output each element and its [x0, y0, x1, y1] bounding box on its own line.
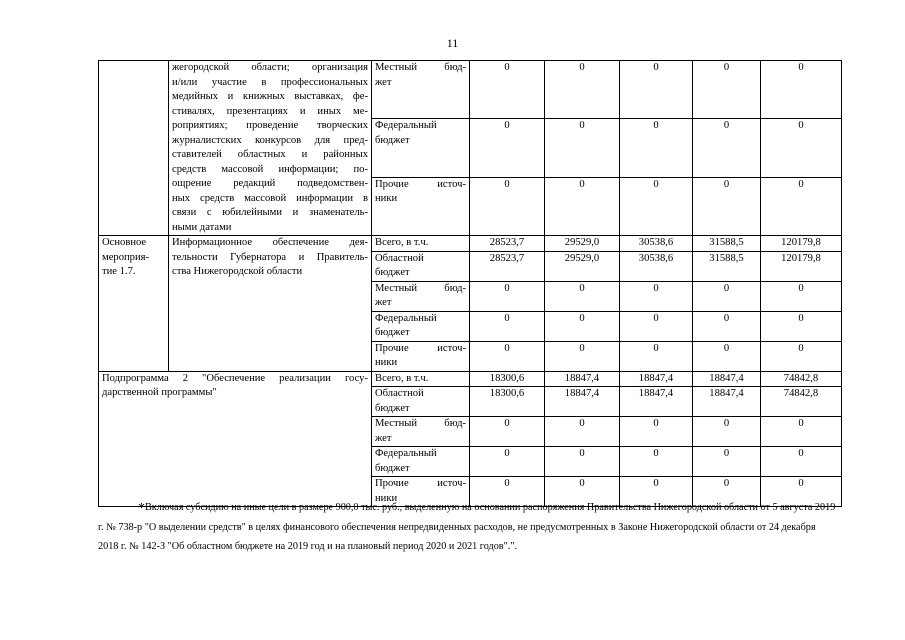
value-cell: 0: [761, 477, 842, 507]
description-cell: [169, 236, 372, 372]
value-cell: 0: [761, 61, 842, 119]
value-cell: 18847,4: [620, 387, 693, 417]
source-label: бюджет: [375, 402, 410, 414]
value-cell: 0: [761, 311, 842, 341]
description-line: ства Нижегородской области: [172, 266, 303, 277]
table-row: [99, 236, 842, 252]
label-cell: [99, 61, 169, 236]
description-line: ощрение редакций подведомствен-: [172, 178, 368, 189]
value-cell: 31588,5: [693, 251, 761, 281]
source-label: Областной: [375, 388, 424, 399]
footnote-text: Включая субсидию на иные цели в размере 900,0 тыс. руб., выделенную на основании распоряжения Правительства Нижегородской области от 5 августа 2019 г. № 738-р "О выделении средств" в целях финансового обеспечения непредвиденных расходов, не предусмотренных в Законе Нижегородской области от 24 декабря 2018 г. № 142-З "Об областном бюджете на 2019 год и на плановый период 2020 и 2021 годов".: [98, 502, 836, 552]
value-cell: 0: [470, 281, 545, 311]
value-cell: 18847,4: [545, 387, 620, 417]
value-cell: 0: [545, 177, 620, 235]
value-cell: 74842,8: [761, 371, 842, 387]
subprogram-title-line: Подпрограмма 2 "Обеспечение реализации госу-: [102, 372, 368, 384]
value-cell: 29529,0: [545, 251, 620, 281]
value-cell: 18847,4: [693, 371, 761, 387]
source-label: Федеральный: [375, 448, 437, 459]
event-label-line: мероприя-: [102, 251, 150, 263]
source-cell: [372, 281, 470, 311]
event-label-line: Основное: [102, 237, 147, 248]
value-cell: 120179,8: [761, 251, 842, 281]
value-cell: 18847,4: [620, 371, 693, 387]
source-label: Всего, в т.ч.: [375, 372, 429, 384]
subprogram-title-cell: [99, 371, 372, 507]
value-cell: 0: [545, 417, 620, 447]
subprogram-title-line: дарственной программы": [102, 387, 217, 398]
value-cell: 0: [761, 119, 842, 177]
footnote: [98, 498, 838, 557]
event-label-cell: [99, 236, 169, 372]
value-cell: 0: [545, 341, 620, 371]
description-line: роприятиях; проведение творческих: [172, 120, 368, 131]
value-cell: 0: [470, 177, 545, 235]
description-line: тельности Губернатора и Правитель-: [172, 251, 368, 263]
value-cell: 0: [470, 341, 545, 371]
value-cell: 0: [470, 447, 545, 477]
value-cell: 0: [693, 311, 761, 341]
description-line: медийных и книжных выставках, фе-: [172, 91, 368, 102]
source-cell: [372, 417, 470, 447]
value-cell: 0: [545, 447, 620, 477]
value-cell: 18847,4: [545, 371, 620, 387]
description-line: средств массовой информации; по-: [172, 163, 368, 175]
value-cell: 0: [693, 119, 761, 177]
source-cell: [372, 236, 470, 252]
value-cell: 18300,6: [470, 387, 545, 417]
value-cell: 0: [620, 311, 693, 341]
description-line: Информационное обеспечение дея-: [172, 237, 368, 248]
value-cell: 0: [470, 477, 545, 507]
description-line: стивалях, презентациях и иных ме-: [172, 105, 368, 117]
value-cell: 0: [693, 447, 761, 477]
source-cell: [372, 447, 470, 477]
value-cell: 0: [620, 417, 693, 447]
source-cell: [372, 341, 470, 371]
value-cell: 0: [693, 341, 761, 371]
description-cell: [169, 61, 372, 236]
footnote-marker: *: [138, 501, 145, 516]
source-label: Федеральный: [375, 312, 437, 324]
value-cell: 0: [545, 311, 620, 341]
source-label: Местный бюд-: [375, 62, 466, 73]
value-cell: 0: [761, 177, 842, 235]
event-label-line: тие 1.7.: [102, 266, 136, 277]
source-label: жет: [375, 432, 392, 444]
source-label: Федеральный: [375, 120, 437, 132]
value-cell: 0: [620, 119, 693, 177]
source-label: ники: [375, 492, 398, 504]
value-cell: 0: [545, 61, 620, 119]
value-cell: 74842,8: [761, 387, 842, 417]
value-cell: 0: [693, 281, 761, 311]
value-cell: 0: [470, 61, 545, 119]
value-cell: 0: [693, 477, 761, 507]
value-cell: 0: [470, 119, 545, 177]
source-cell: [372, 387, 470, 417]
source-label: Прочие источ-: [375, 342, 466, 354]
source-label: бюджет: [375, 267, 410, 278]
value-cell: 18847,4: [693, 387, 761, 417]
description-line: и/или участие в профессиональных: [172, 76, 368, 88]
footnote-closing: ".: [510, 541, 518, 552]
source-label: Прочие источ-: [375, 478, 466, 489]
source-label: жет: [375, 76, 392, 88]
table-body: [99, 61, 842, 507]
table-row: [99, 61, 842, 119]
value-cell: 0: [620, 447, 693, 477]
value-cell: 28523,7: [470, 236, 545, 252]
source-label: жет: [375, 297, 392, 308]
source-label: Прочие источ-: [375, 178, 466, 190]
value-cell: 30538,6: [620, 251, 693, 281]
source-label: Всего, в т.ч.: [375, 237, 429, 248]
source-label: ники: [375, 193, 398, 205]
source-cell: [372, 119, 470, 177]
description-line: ными датами: [172, 221, 232, 233]
description-line: жегородской области; организация: [172, 62, 368, 73]
source-cell: [372, 177, 470, 235]
table-row: [99, 371, 842, 387]
value-cell: 0: [620, 281, 693, 311]
value-cell: 0: [761, 341, 842, 371]
value-cell: 18300,6: [470, 371, 545, 387]
source-label: бюджет: [375, 327, 410, 338]
value-cell: 0: [470, 311, 545, 341]
description-line: журналистских конкурсов для пред-: [172, 134, 368, 146]
source-cell: [372, 311, 470, 341]
value-cell: 31588,5: [693, 236, 761, 252]
value-cell: 0: [545, 477, 620, 507]
description-line: ных средств массовой информации в: [172, 192, 368, 204]
value-cell: 28523,7: [470, 251, 545, 281]
value-cell: 0: [545, 281, 620, 311]
value-cell: 0: [620, 341, 693, 371]
value-cell: 0: [693, 61, 761, 119]
value-cell: 0: [620, 61, 693, 119]
source-cell: [372, 61, 470, 119]
source-label: Областной: [375, 252, 424, 264]
source-label: Местный бюд-: [375, 282, 466, 294]
value-cell: 0: [761, 447, 842, 477]
source-cell: [372, 371, 470, 387]
value-cell: 0: [545, 119, 620, 177]
description-line: ставителей областных и районных: [172, 149, 368, 160]
value-cell: 0: [470, 417, 545, 447]
source-cell: [372, 251, 470, 281]
budget-table: [98, 60, 842, 507]
value-cell: 0: [693, 177, 761, 235]
value-cell: 0: [761, 417, 842, 447]
value-cell: 0: [761, 281, 842, 311]
value-cell: 0: [620, 477, 693, 507]
source-label: ники: [375, 357, 398, 368]
source-label: бюджет: [375, 462, 410, 474]
description-line: связи с юбилейными и знаменатель-: [172, 207, 368, 218]
value-cell: 120179,8: [761, 236, 842, 252]
value-cell: 0: [693, 417, 761, 447]
value-cell: 29529,0: [545, 236, 620, 252]
value-cell: 0: [620, 177, 693, 235]
value-cell: 30538,6: [620, 236, 693, 252]
page-number: 11: [446, 36, 459, 50]
source-label: Местный бюд-: [375, 418, 466, 429]
source-label: бюджет: [375, 134, 410, 146]
